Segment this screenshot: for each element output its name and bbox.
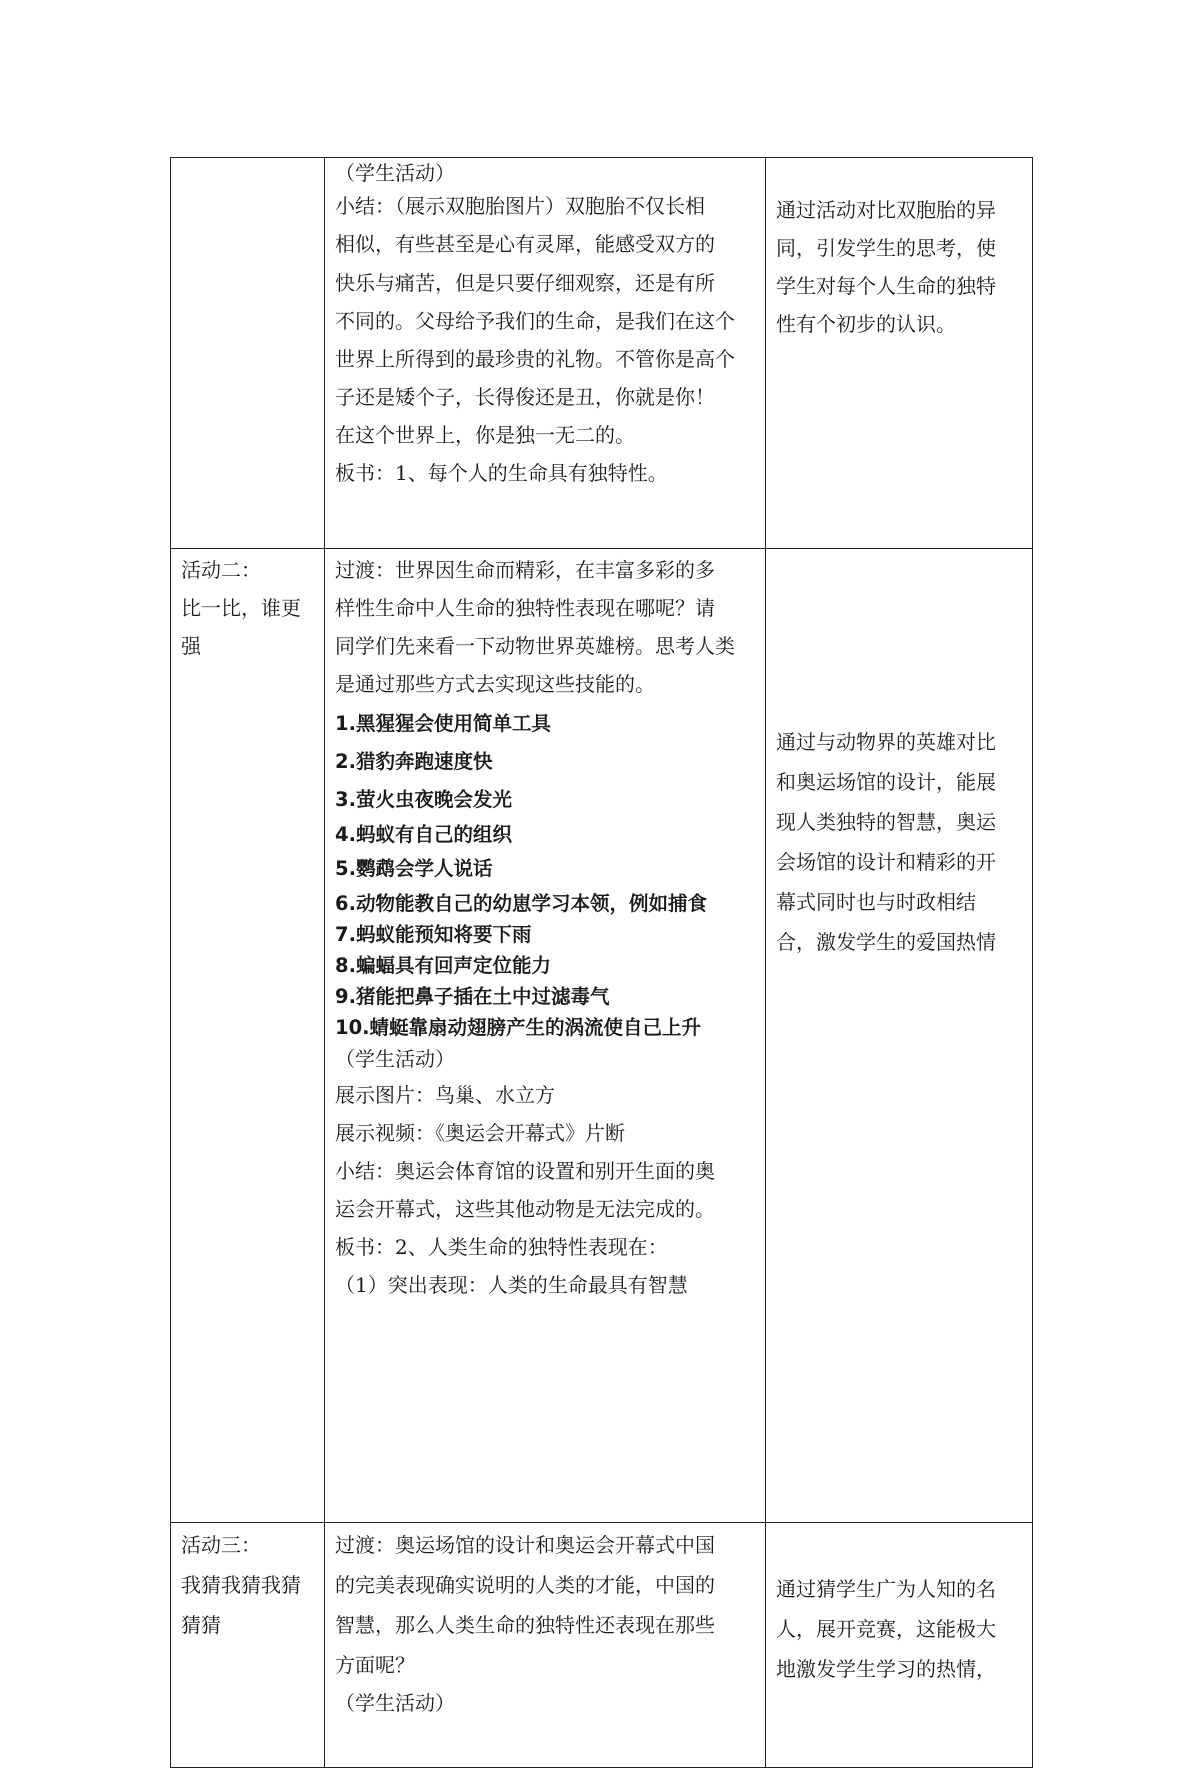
- animal-item: 9.猪能把鼻子插在土中过滤毒气: [335, 985, 610, 1008]
- lesson-plan-table: [170, 157, 1033, 1768]
- text-line: 板书：1、每个人的生命具有独特性。: [335, 461, 668, 485]
- text-line: 过渡：奥运场馆的设计和奥运会开幕式中国: [335, 1533, 715, 1557]
- purpose-cell: [766, 1523, 1033, 1768]
- activity-label: 活动三：: [181, 1533, 261, 1557]
- text-line: （1）突出表现：人类的生命最具有智慧: [335, 1273, 688, 1297]
- purpose-cell: [766, 158, 1033, 549]
- table-row: [171, 1523, 1033, 1768]
- table-row: [171, 549, 1033, 1523]
- animal-item: 3.萤火虫夜晚会发光: [335, 788, 512, 811]
- content-cell: [325, 158, 766, 549]
- text-line: 是通过那些方式去实现这些技能的。: [335, 672, 655, 696]
- activity-cell: [171, 158, 325, 549]
- animal-item: 4.蚂蚁有自己的组织: [335, 823, 512, 846]
- activity-cell: [171, 1523, 325, 1768]
- purpose-cell: [766, 549, 1033, 1523]
- text-line: 同学们先来看一下动物世界英雄榜。思考人类: [335, 634, 735, 658]
- activity-title: 我猜我猜我猜: [181, 1573, 301, 1597]
- activity-label: 活动二：: [181, 558, 261, 582]
- text-line: 人，展开竞赛，这能极大: [776, 1617, 996, 1641]
- animal-item: 5.鹦鹉会学人说话: [335, 857, 493, 880]
- text-line: 小结：奥运会体育馆的设置和别开生面的奥: [335, 1159, 715, 1183]
- content-cell: [325, 549, 766, 1523]
- text-line: 在这个世界上，你是独一无二的。: [335, 423, 635, 447]
- text-line: 性有个初步的认识。: [776, 312, 956, 336]
- text-line: 同，引发学生的思考，使: [776, 236, 996, 260]
- text-line: 子还是矮个子，长得俊还是丑，你就是你！: [335, 385, 715, 409]
- text-line: 方面呢？: [335, 1653, 415, 1677]
- activity-title: 强: [181, 634, 201, 658]
- animal-item: 10.蜻蜓靠扇动翅膀产生的涡流使自己上升: [335, 1016, 702, 1039]
- text-line: 过渡：世界因生命而精彩，在丰富多彩的多: [335, 558, 715, 582]
- text-line: （学生活动）: [335, 161, 455, 185]
- content-cell: [325, 1523, 766, 1768]
- activity-cell: [171, 549, 325, 1523]
- text-line: 合，激发学生的爱国热情: [776, 930, 996, 954]
- text-line: 通过活动对比双胞胎的异: [776, 198, 996, 222]
- text-line: 和奥运场馆的设计，能展: [776, 770, 996, 794]
- table-row: [171, 158, 1033, 549]
- text-line: 通过与动物界的英雄对比: [776, 730, 996, 754]
- text-line: （学生活动）: [335, 1047, 455, 1071]
- animal-item: 2.猎豹奔跑速度快: [335, 750, 493, 773]
- text-line: 现人类独特的智慧，奥运: [776, 810, 996, 834]
- text-line: 小结：（展示双胞胎图片）双胞胎不仅长相: [335, 194, 705, 218]
- text-line: 不同的。父母给予我们的生命，是我们在这个: [335, 309, 735, 333]
- text-line: 通过猜学生广为人知的名: [776, 1577, 996, 1601]
- text-line: 世界上所得到的最珍贵的礼物。不管你是高个: [335, 347, 735, 371]
- activity-title: 比一比，谁更: [181, 596, 301, 620]
- text-line: 快乐与痛苦，但是只要仔细观察，还是有所: [335, 271, 715, 295]
- animal-item: 8.蝙蝠具有回声定位能力: [335, 954, 551, 977]
- text-line: 展示图片：鸟巢、水立方: [335, 1083, 555, 1107]
- text-line: 学生对每个人生命的独特: [776, 274, 996, 298]
- text-line: 地激发学生学习的热情，: [776, 1657, 996, 1681]
- text-line: 板书：2、人类生命的独特性表现在：: [335, 1235, 668, 1259]
- text-line: 展示视频：《奥运会开幕式》片断: [335, 1121, 625, 1145]
- activity-title: 猜猜: [181, 1613, 221, 1637]
- animal-item: 7.蚂蚁能预知将要下雨: [335, 923, 532, 946]
- text-line: （学生活动）: [335, 1691, 455, 1715]
- text-line: 的完美表现确实说明的人类的才能，中国的: [335, 1573, 715, 1597]
- text-line: 会场馆的设计和精彩的开: [776, 850, 996, 874]
- text-line: 幕式同时也与时政相结: [776, 890, 976, 914]
- animal-item: 1.黑猩猩会使用简单工具: [335, 712, 551, 735]
- text-line: 样性生命中人生命的独特性表现在哪呢？请: [335, 596, 715, 620]
- text-line: 智慧，那么人类生命的独特性还表现在那些: [335, 1613, 715, 1637]
- text-line: 相似，有些甚至是心有灵犀，能感受双方的: [335, 232, 715, 256]
- text-line: 运会开幕式，这些其他动物是无法完成的。: [335, 1197, 715, 1221]
- animal-item: 6.动物能教自己的幼崽学习本领，例如捕食: [335, 892, 707, 915]
